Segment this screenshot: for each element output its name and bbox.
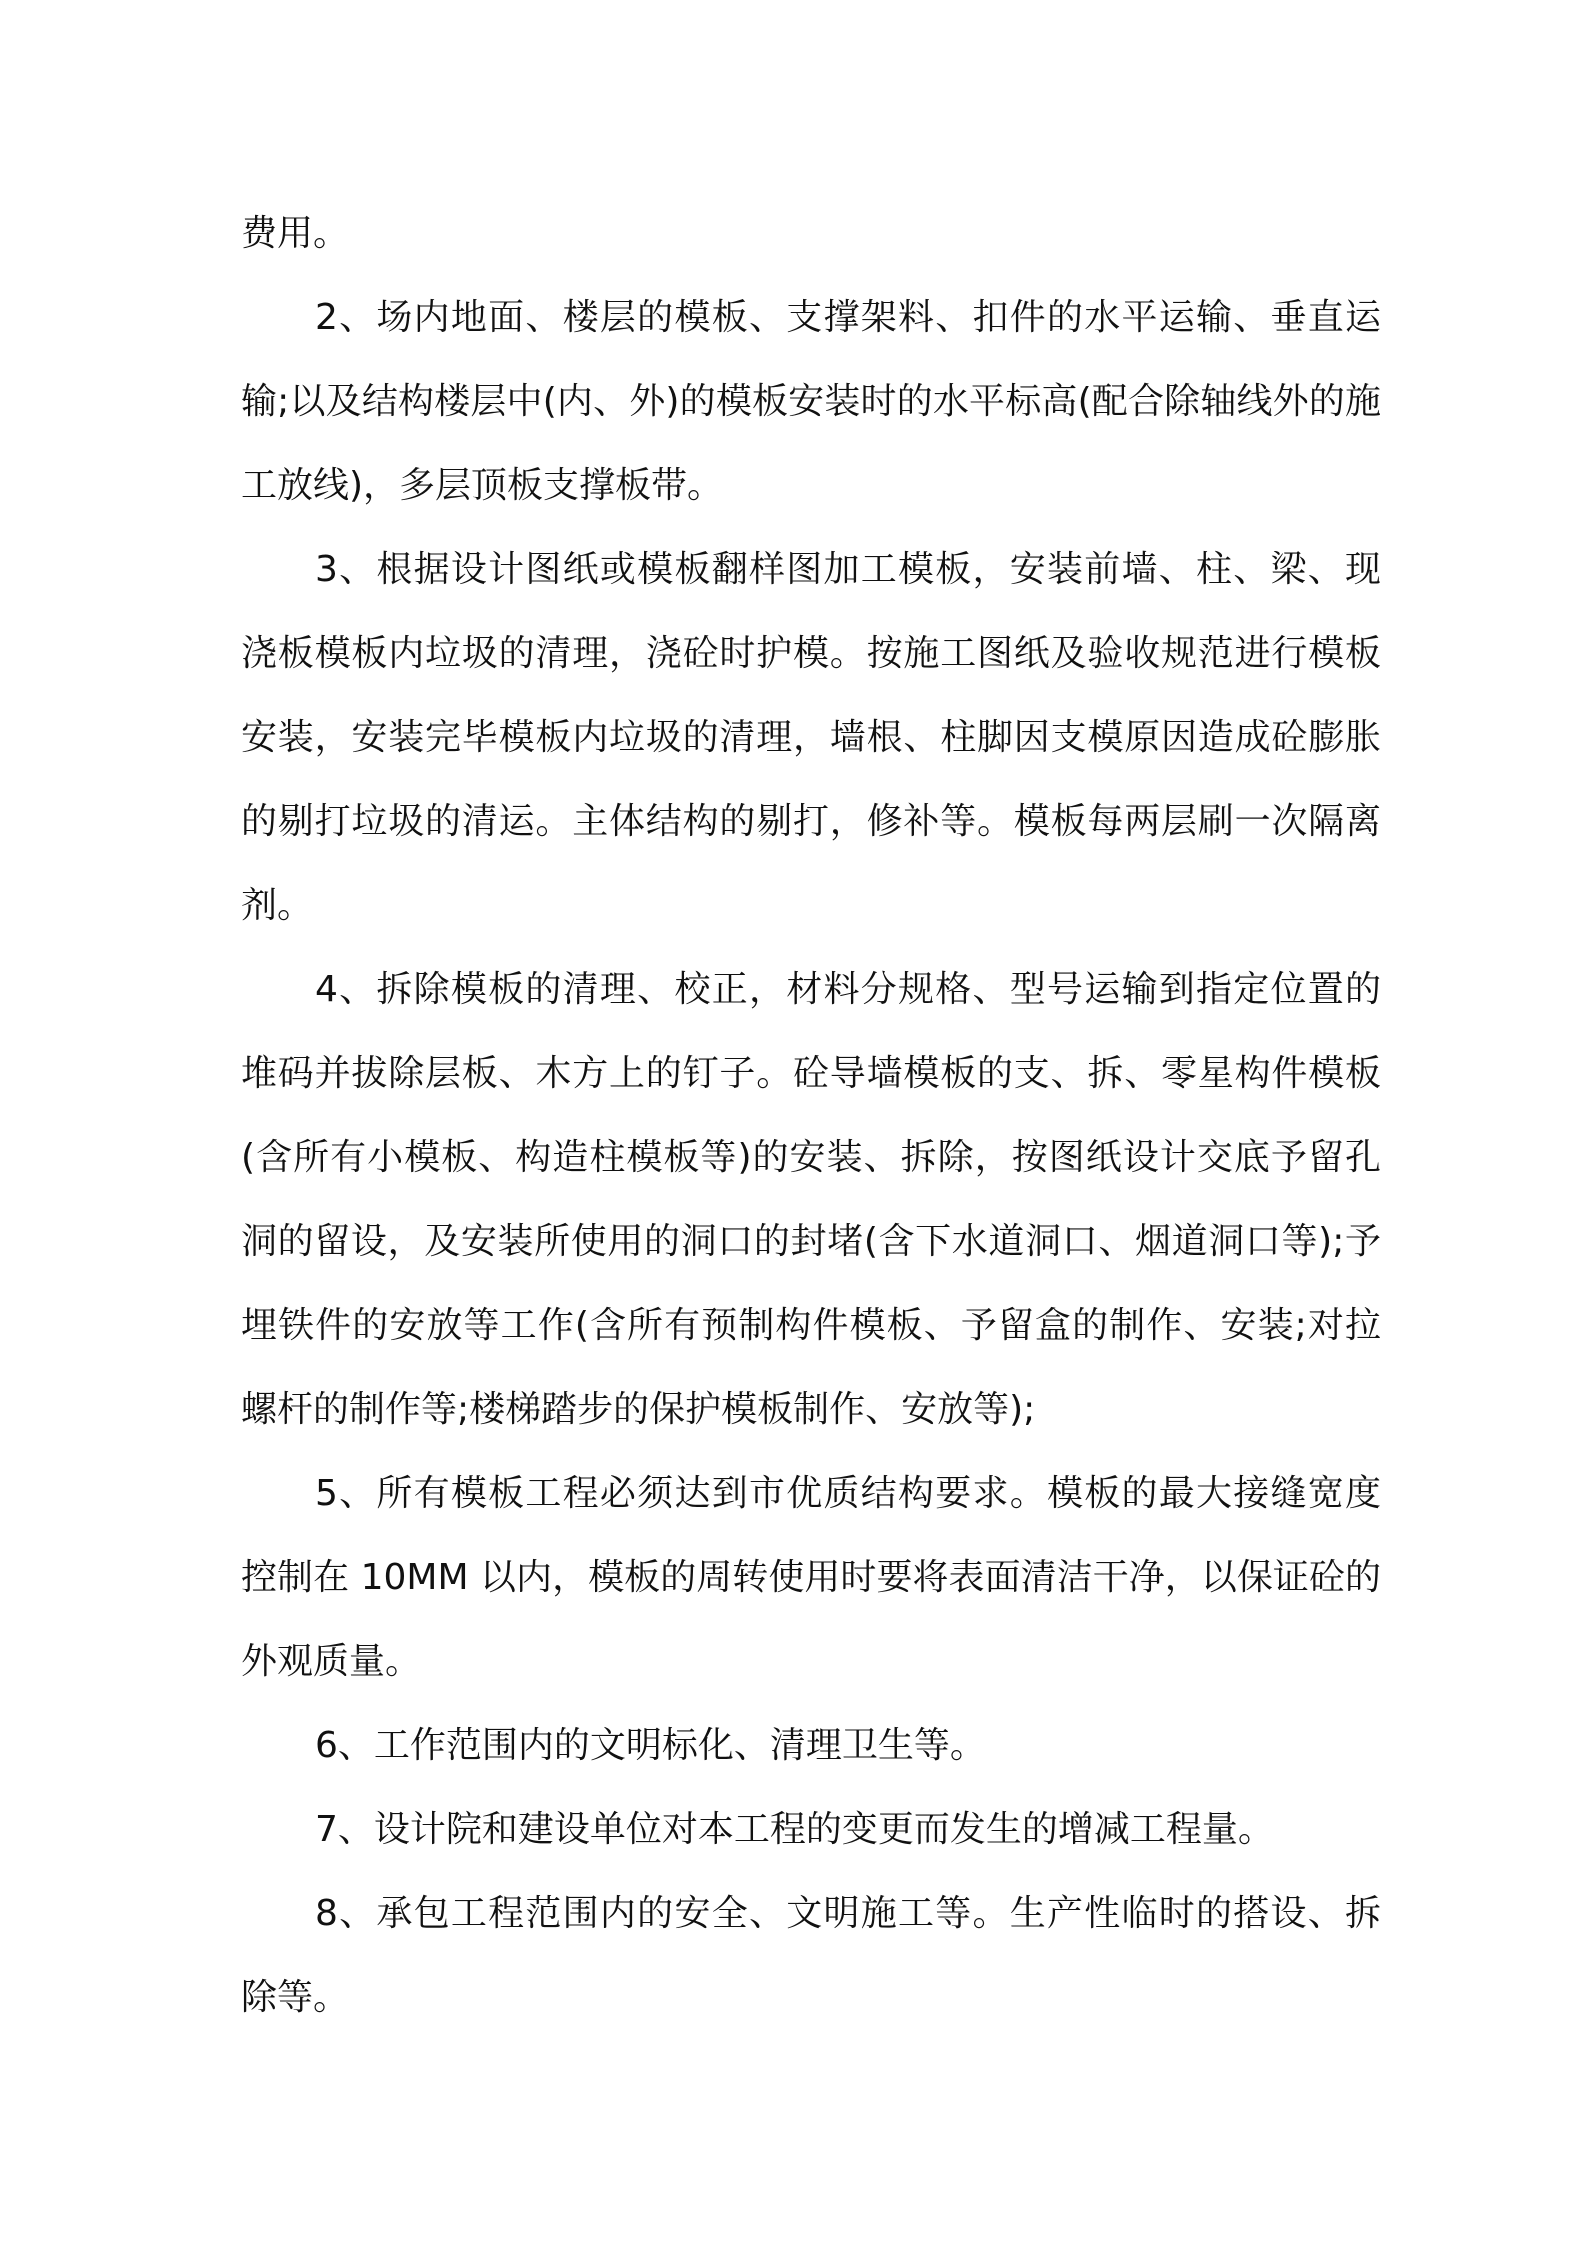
paragraph-item-5: 5、所有模板工程必须达到市优质结构要求。模板的最大接缝宽度控制在 10MM 以内，模板的周转使用时要将表面清洁干净，以保证砼的外观质量。 bbox=[241, 1473, 1381, 1682]
paragraph-continuation: 费用。 bbox=[241, 213, 350, 254]
paragraph-item-8: 8、承包工程范围内的安全、文明施工等。生产性临时的搭设、拆除等。 bbox=[241, 1893, 1381, 2018]
paragraph-item-7: 7、设计院和建设单位对本工程的变更而发生的增减工程量。 bbox=[315, 1809, 1274, 1850]
paragraph-item-6: 6、工作范围内的文明标化、清理卫生等。 bbox=[315, 1725, 986, 1766]
document-body bbox=[241, 192, 1381, 2040]
paragraph-item-2: 2、场内地面、楼层的模板、支撑架料、扣件的水平运输、垂直运输;以及结构楼层中(内、外)的模板安装时的水平标高(配合除轴线外的施工放线)，多层顶板支撑板带。 bbox=[241, 297, 1381, 506]
paragraph-item-4: 4、拆除模板的清理、校正，材料分规格、型号运输到指定位置的堆码并拔除层板、木方上的钉子。砼导墙模板的支、拆、零星构件模板(含所有小模板、构造柱模板等)的安装、拆除，按图纸设计交底予留孔洞的留设，及安装所使用的洞口的封堵(含下水道洞口、烟道洞口等);予埋铁件的安放等工作(含所有预制构件模板、予留盒的制作、安装;对拉螺杆的制作等;楼梯踏步的保护模板制作、安放等); bbox=[241, 969, 1381, 1430]
paragraph-item-3: 3、根据设计图纸或模板翻样图加工模板，安装前墙、柱、梁、现浇板模板内垃圾的清理，浇砼时护模。按施工图纸及验收规范进行模板安装，安装完毕模板内垃圾的清理，墙根、柱脚因支模原因造成砼膨胀的剔打垃圾的清运。主体结构的剔打，修补等。模板每两层刷一次隔离剂。 bbox=[241, 549, 1381, 926]
